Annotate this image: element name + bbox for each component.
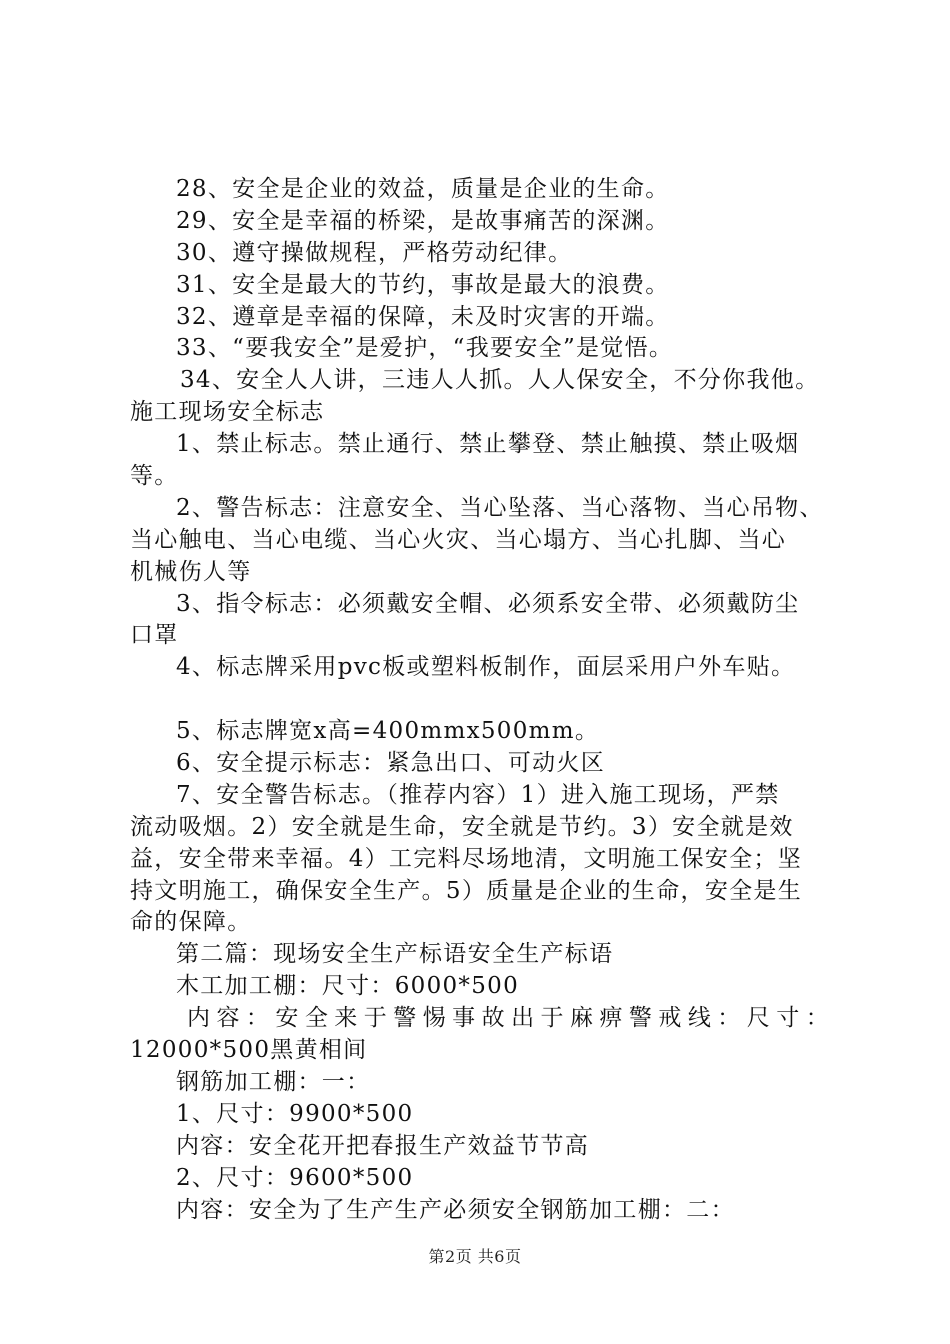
text-line: 流动吸烟。2）安全就是生命，安全就是节约。3）安全就是效	[130, 813, 794, 840]
text-line: 5、标志牌宽x高=400mmx500mm。	[176, 718, 600, 745]
text-line: 2、尺寸：9600*500	[176, 1164, 414, 1191]
text-line: 持文明施工，确保安全生产。5）质量是企业的生命，安全是生	[130, 877, 803, 904]
text-line: 命的保障。	[130, 909, 252, 936]
page-number: 第2页 共6页	[428, 1247, 522, 1266]
blank-line	[130, 684, 830, 716]
text-line: 当心触电、当心电缆、当心火灾、当心塌方、当心扎脚、当心	[130, 526, 787, 553]
text-line: 3、指令标志：必须戴安全帽、必须系安全带、必须戴防尘	[176, 590, 800, 617]
text-line: 31、安全是最大的节约，事故是最大的浪费。	[176, 271, 670, 298]
text-line: 32、遵章是幸福的保障，未及时灾害的开端。	[176, 303, 670, 330]
section-heading: 第二篇：现场安全生产标语安全生产标语	[176, 941, 614, 968]
text-line: 1、尺寸：9900*500	[176, 1100, 414, 1127]
text-line: 4、标志牌采用pvc板或塑料板制作，面层采用户外车贴。	[176, 654, 796, 681]
text-line: 30、遵守操做规程，严格劳动纪律。	[176, 239, 573, 266]
text-line: 34、安全人人讲，三违人人抓。人人保安全，不分你我他。	[180, 367, 820, 394]
text-line: 12000*500黑黄相间	[130, 1037, 368, 1064]
text-line: 7、安全警告标志。（推荐内容）1）进入施工现场，严禁	[176, 781, 780, 808]
text-line: 2、警告标志：注意安全、当心坠落、当心落物、当心吊物、	[176, 494, 824, 521]
text-line: 等。	[130, 463, 179, 490]
document-body	[130, 174, 830, 1226]
text-line: 33、“要我安全”是爱护，“我要安全”是觉悟。	[176, 335, 674, 362]
text-line: 6、安全提示标志：紧急出口、可动火区	[176, 750, 606, 777]
section-heading: 施工现场安全标志	[130, 399, 325, 426]
text-line: 28、安全是企业的效益，质量是企业的生命。	[176, 176, 670, 202]
text-line: 内容：安全来于警惕事故出于麻痹警戒线：尺寸：	[187, 1005, 830, 1032]
text-line: 内容：安全花开把春报生产效益节节高	[176, 1132, 590, 1159]
text-line: 木工加工棚：尺寸：6000*500	[176, 973, 520, 1000]
text-line: 内容：安全为了生产生产必须安全钢筋加工棚：二：	[176, 1196, 735, 1223]
text-line: 口罩	[130, 622, 179, 649]
text-line: 机械伤人等	[130, 558, 252, 585]
text-line: 益，安全带来幸福。4）工完料尽场地清，文明施工保安全；坚	[130, 845, 803, 872]
text-line: 29、安全是幸福的桥梁，是故事痛苦的深渊。	[176, 207, 670, 234]
text-line: 钢筋加工棚：一：	[176, 1068, 371, 1095]
text-line: 1、禁止标志。禁止通行、禁止攀登、禁止触摸、禁止吸烟	[176, 431, 800, 458]
